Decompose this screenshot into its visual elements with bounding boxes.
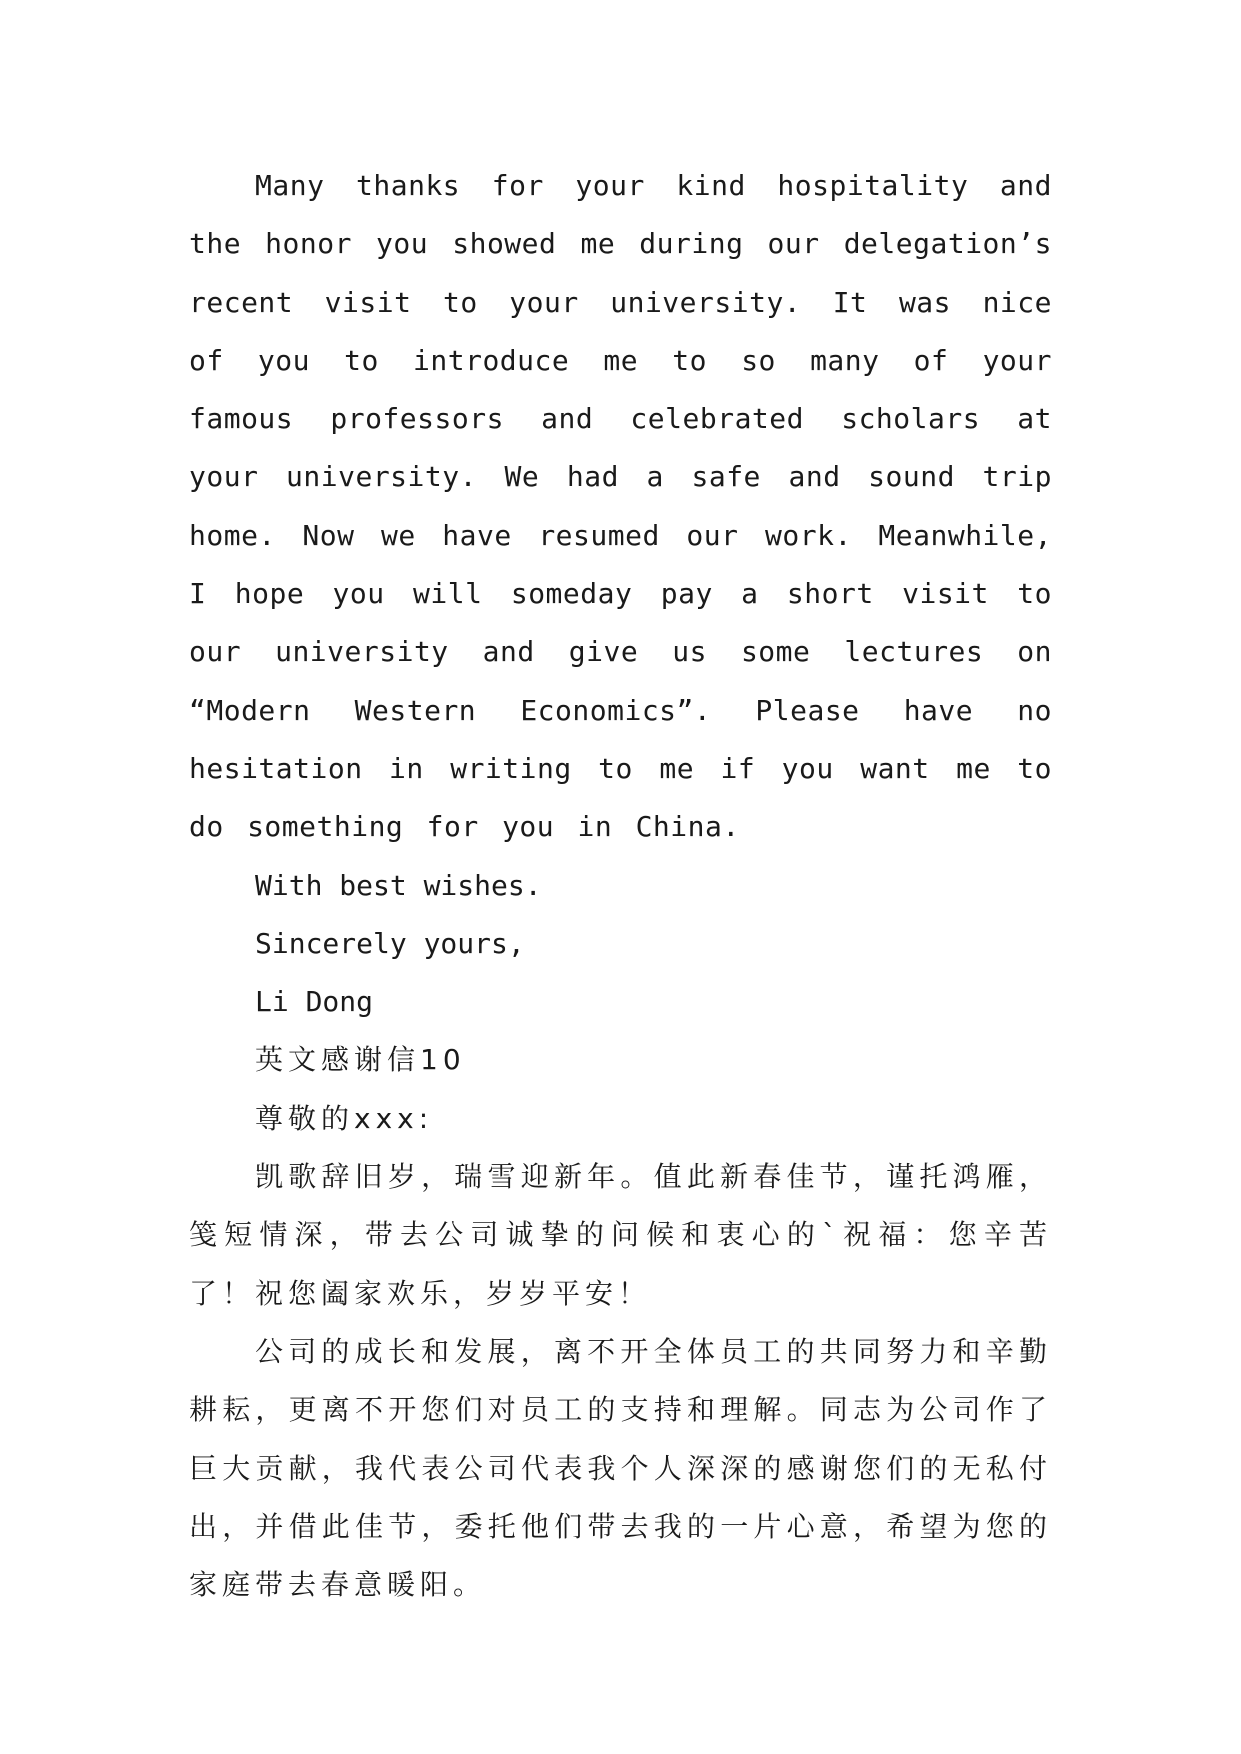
section-heading: 英文感谢信10 [255, 1043, 466, 1077]
signature-name: Li Dong [255, 985, 374, 1019]
closing-signoff: Sincerely yours, [255, 926, 525, 960]
english-paragraph: Many thanks for your kind hospitality and the honor you showed me during our delegation’s recent visit to your university. It was nice of you to introduce me to so many of your famous professors and celebrated scholars at your university. We had a safe and sound trip home. Now we have resumed our work. Meanwhile, I hope you will someday pay a short visit to our university and give us some lectures on “Modern Western Economics”. Please have no hesitation in writing to me if you want me to do something for you in China. [189, 169, 1052, 844]
chinese-paragraph-2: 公司的成长和发展，离不开全体员工的共同努力和辛勤耕耘，更离不开您们对员工的支持和理解。同志为公司作了巨大贡献，我代表公司代表我个人深深的感谢您们的无私付出，并借此佳节，委托他们带去我的一片心意，希望为您的家庭带去春意暖阳。 [189, 1334, 1052, 1602]
salutation: 尊敬的xxx: [255, 1101, 434, 1135]
letter-body [189, 157, 1052, 1614]
closing-wishes: With best wishes. [255, 868, 542, 902]
chinese-paragraph-1: 凯歌辞旧岁，瑞雪迎新年。值此新春佳节，谨托鸿雁，笺短情深，带去公司诚挚的问候和衷心的`祝福：您辛苦了！祝您阖家欢乐，岁岁平安！ [189, 1160, 1052, 1310]
